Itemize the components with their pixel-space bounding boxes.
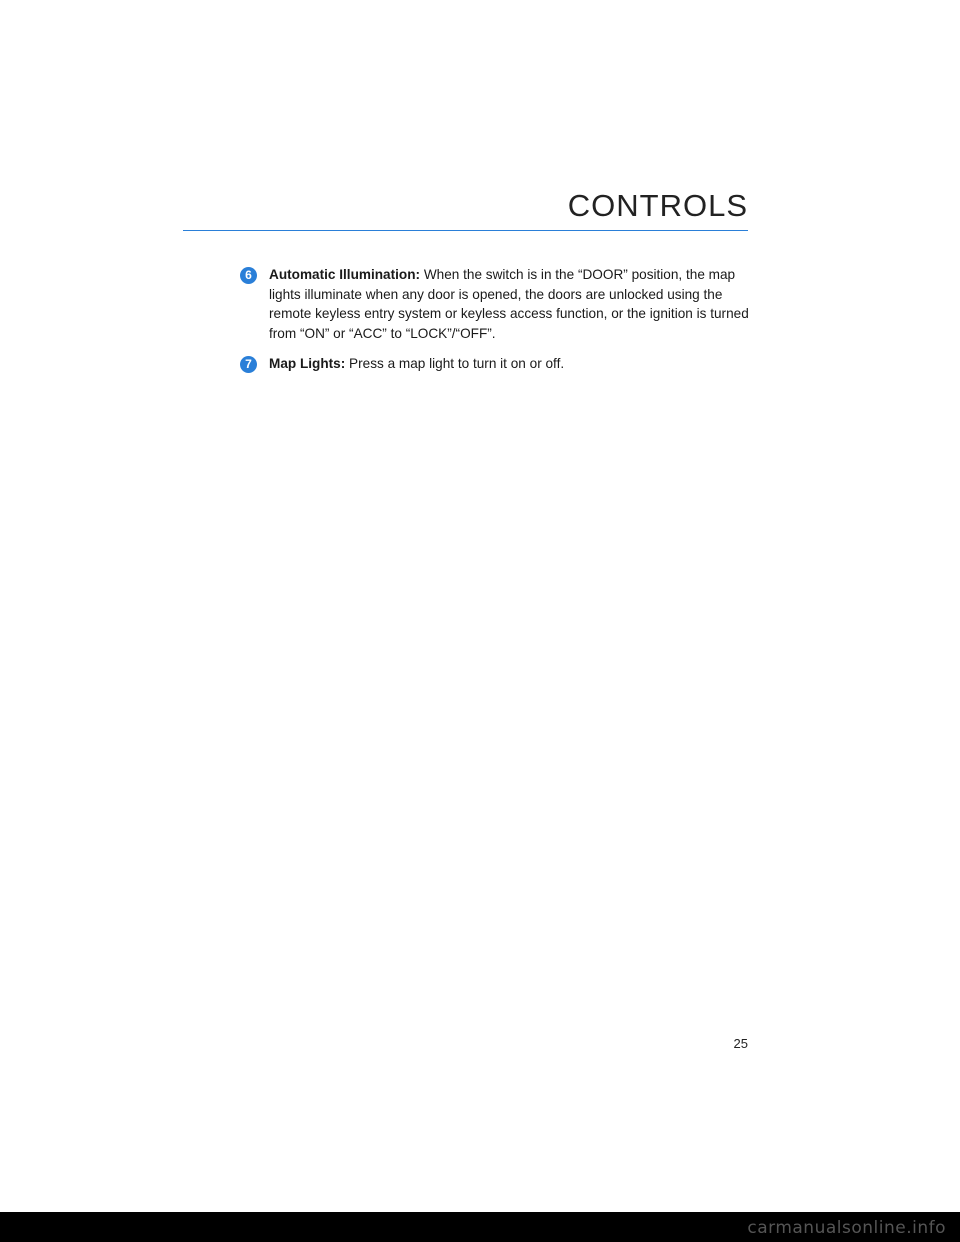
watermark-link[interactable]: carmanualsonline.info [747,1218,946,1238]
list-item [240,265,750,343]
section-header [183,178,748,231]
item-description: Press a map light to turn it on or off. [349,356,565,372]
list-item [240,354,750,374]
item-term: Automatic Illumination: [269,267,424,282]
watermark-bar [0,1212,960,1242]
section-title: CONTROLS [567,188,748,223]
number-badge: 7 [240,356,257,373]
number-badge: 6 [240,267,257,284]
page-number: 25 [733,1036,748,1051]
item-list [240,265,750,385]
item-description: When the switch is in the “DOOR” position, the map lights illuminate when any door is opened, the doors are unlocked using the remote keyless entry system or keyless access function, or the ignition is turned from “ON” or “ACC” to “LOCK”/“OFF”. [269,267,749,341]
item-term: Map Lights: [269,356,350,372]
